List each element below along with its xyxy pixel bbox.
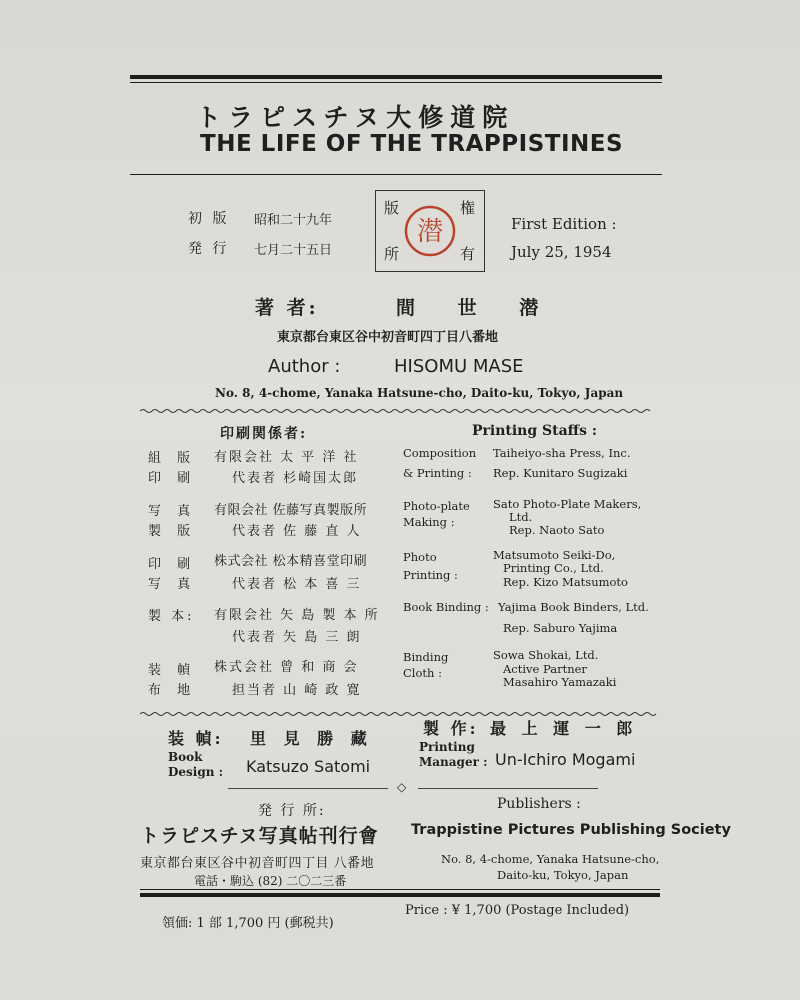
title-en: THE LIFE OF THE TRAPPISTINES <box>200 131 624 157</box>
edition-value-2: 七月二十五日 <box>254 243 333 258</box>
top-rule-thick <box>130 75 662 79</box>
title-jp: トラピスチヌ大修道院 <box>196 103 515 132</box>
staff-row1-jp-label-2: 印 刷 <box>148 471 197 486</box>
author-jp-name: 間 世 潜 <box>396 297 557 319</box>
staff-row3-jp-line-2: 代表者 松 本 喜 三 <box>232 577 362 592</box>
staff-row5-en-line-2: Active Partner <box>503 662 587 676</box>
staff-row4-jp-line-2: 代表者 矢 島 三 朗 <box>232 630 362 645</box>
publisher-jp-address: 東京都台東区谷中初音町四丁目 八番地 <box>140 856 375 871</box>
stamp-char-bl: 所 <box>384 245 400 263</box>
copyright-stamp <box>375 190 485 272</box>
staff-row3-en-line-2: Printing Co., Ltd. <box>503 561 604 575</box>
diamond-divider-left <box>228 788 388 789</box>
title-underline <box>130 174 662 175</box>
price-jp: 領価: 1 部 1,700 円 (郵税共) <box>162 916 334 931</box>
design-jp-name: 里 見 勝 藏 <box>250 729 373 748</box>
diamond-divider-right <box>418 788 598 789</box>
edition-en-label: First Edition : <box>511 215 617 233</box>
design-jp-label: 装 幀: <box>168 729 224 748</box>
staff-row2-en-label-1: Photo-plate <box>403 499 470 513</box>
staffs-jp-heading: 印刷関係者: <box>220 426 308 442</box>
price-en: Price : ¥ 1,700 (Postage Included) <box>405 903 630 918</box>
author-en-label: Author : <box>268 356 341 377</box>
staff-row2-jp-line-2: 代表者 佐 藤 直 人 <box>232 524 362 539</box>
staff-row3-jp-line-1: 株式会社 松本精喜堂印刷 <box>214 554 368 569</box>
design-en-label-1: Book <box>168 750 203 764</box>
staff-row4-jp-line-1: 有限会社 矢 島 製 本 所 <box>214 608 380 623</box>
manager-en-label-1: Printing <box>419 740 475 754</box>
author-jp-label: 著 者: <box>255 297 319 319</box>
stamp-char-tl: 版 <box>384 199 400 217</box>
publisher-en-address-2: Daito-ku, Tokyo, Japan <box>497 868 629 882</box>
manager-en-name: Un-Ichiro Mogami <box>495 750 636 769</box>
publisher-en-label: Publishers : <box>497 796 581 812</box>
stamp-char-br: 有 <box>460 245 476 263</box>
staff-row2-jp-label-2: 製 版 <box>148 524 197 539</box>
staff-row1-en-line-1: Taiheiyo-sha Press, Inc. <box>493 446 631 460</box>
publisher-jp-name: トラピスチヌ写真帖刊行會 <box>140 825 379 847</box>
staff-row1-jp-label-1: 組 版 <box>148 451 197 466</box>
publisher-en-address-1: No. 8, 4-chome, Yanaka Hatsune-cho, <box>441 852 660 866</box>
staff-row3-jp-label-2: 写 真 <box>148 577 197 592</box>
staff-row1-jp-line-2: 代表者 杉崎国太郎 <box>232 471 359 486</box>
wavy-divider-1 <box>140 407 660 415</box>
edition-en-date: July 25, 1954 <box>511 243 612 261</box>
staff-row2-jp-label-1: 写 真 <box>148 504 197 519</box>
seal-char: 潜 <box>416 217 444 247</box>
publisher-jp-label: 発 行 所: <box>258 803 326 819</box>
staff-row1-en-label-1: Composition <box>403 446 477 460</box>
manager-jp-name: 最 上 運 一 郎 <box>490 719 638 738</box>
staff-row2-en-label-2: Making : <box>403 515 455 529</box>
stamp-char-tr: 権 <box>460 199 476 217</box>
red-seal-icon <box>402 203 458 259</box>
staff-row3-jp-label-1: 印 刷 <box>148 557 197 572</box>
staff-row5-en-line-3: Masahiro Yamazaki <box>503 675 617 689</box>
staff-row4-en-line-1: Yajima Book Binders, Ltd. <box>498 600 649 614</box>
staff-row3-en-line-1: Matsumoto Seiki-Do, <box>493 548 616 562</box>
staff-row1-en-label-2: & Printing : <box>403 466 472 480</box>
staff-row3-en-line-3: Rep. Kizo Matsumoto <box>503 575 628 589</box>
staff-row4-jp-label-1: 製 本: <box>148 609 195 624</box>
edition-value-1: 昭和二十九年 <box>254 213 333 228</box>
staff-row1-jp-line-1: 有限会社 太 平 洋 社 <box>214 450 359 465</box>
edition-label-2: 発 行 <box>188 241 230 257</box>
staff-row4-en-line-2: Rep. Saburo Yajima <box>503 621 618 635</box>
top-rule-thin <box>130 82 662 83</box>
staff-row5-jp-label-1: 装 幀 <box>148 663 197 678</box>
staffs-en-heading: Printing Staffs : <box>472 423 598 439</box>
staff-row3-en-label-2: Printing : <box>403 568 458 582</box>
edition-label-1: 初 版 <box>188 211 230 227</box>
author-en-name: HISOMU MASE <box>394 356 524 377</box>
staff-row5-en-line-1: Sowa Shokai, Ltd. <box>493 648 599 662</box>
staff-row2-jp-line-1: 有限会社 佐藤写真製版所 <box>214 503 368 518</box>
diamond-icon: ◇ <box>397 780 407 794</box>
staff-row5-en-label-2: Cloth : <box>403 666 442 680</box>
staff-row2-en-line-3: Rep. Naoto Sato <box>509 523 605 537</box>
manager-en-label-2: Manager : <box>419 755 488 769</box>
bottom-rule-thick <box>140 893 660 897</box>
design-en-label-2: Design : <box>168 765 224 779</box>
staff-row2-en-line-1: Sato Photo-Plate Makers, <box>493 497 642 511</box>
author-en-address: No. 8, 4-chome, Yanaka Hatsune-cho, Daito-ku, Tokyo, Japan <box>215 386 624 400</box>
staff-row1-en-line-2: Rep. Kunitaro Sugizaki <box>493 466 628 480</box>
staff-row3-en-label-1: Photo <box>403 550 437 564</box>
publisher-en-name: Trappistine Pictures Publishing Society <box>411 822 731 838</box>
manager-jp-label: 製 作: <box>423 719 479 738</box>
staff-row5-jp-line-1: 株式会社 曾 和 商 会 <box>214 660 359 675</box>
staff-row5-jp-label-2: 布 地 <box>148 683 197 698</box>
publisher-jp-phone: 電話・駒込 (82) 二〇二三番 <box>194 874 347 888</box>
author-jp-address: 東京都台東区谷中初音町四丁目八番地 <box>277 330 499 345</box>
bottom-rule-thin <box>140 889 660 890</box>
staff-row2-en-line-2: Ltd. <box>509 510 533 524</box>
staff-row5-en-label-1: Binding <box>403 650 449 664</box>
staff-row4-en-label-1: Book Binding : <box>403 600 489 614</box>
staff-row5-jp-line-2: 担当者 山 崎 政 寛 <box>232 683 362 698</box>
design-en-name: Katsuzo Satomi <box>246 757 371 776</box>
